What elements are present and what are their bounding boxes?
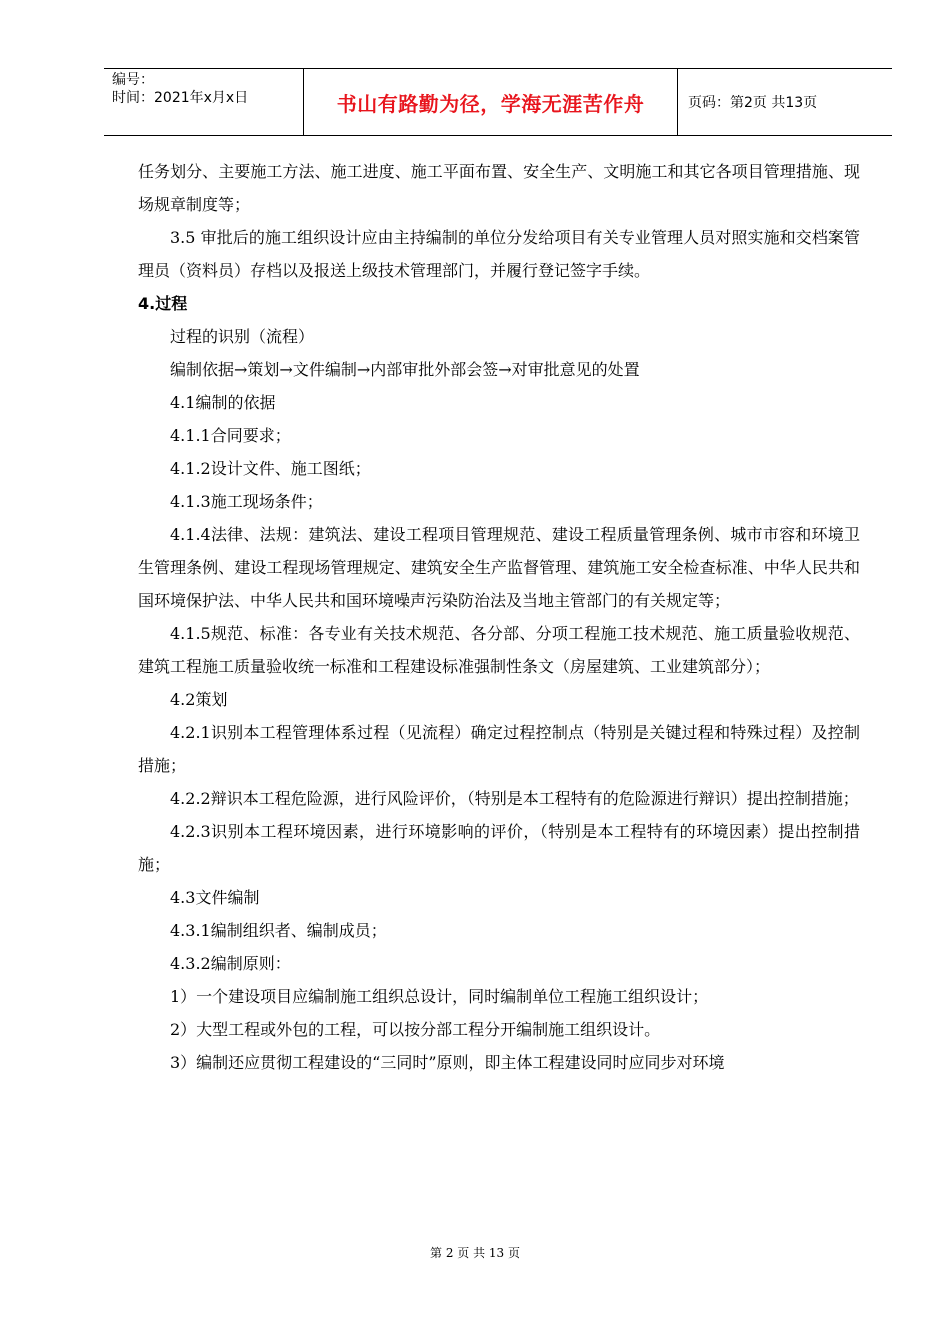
paragraph: 4.3.1编制组织者、编制成员； <box>170 921 387 940</box>
paragraph: 4.1编制的依据 <box>170 393 276 412</box>
document-header <box>104 68 892 136</box>
header-meta <box>104 69 304 135</box>
paragraph: 2）大型工程或外包的工程，可以按分部工程分开编制施工组织设计。 <box>170 1020 661 1039</box>
page-footer: 第 2 页 共 13 页 <box>430 1246 520 1260</box>
paragraph: 4.1.5规范、标准：各专业有关技术规范、各分部、分项工程施工技术规范、施工质量验收规范、建筑工程施工质量验收统一标准和工程建设标准强制性条文（房屋建筑、工业建筑部分）； <box>138 624 860 676</box>
paragraph: 4.1.4法律、法规：建筑法、建设工程项目管理规范、建设工程质量管理条例、城市市容和环境卫生管理条例、建设工程现场管理规定、建筑安全生产监督管理、建筑施工安全检查标准、中华人民共和国环境保护法、中华人民共和国环境噪声污染防治法及当地主管部门的有关规定等； <box>138 525 860 610</box>
paragraph: 3）编制还应贯彻工程建设的“三同时”原则，即主体工程建设同时应同步对环境 <box>170 1053 725 1072</box>
header-page-info: 页码：第2页 共13页 <box>688 95 818 111</box>
number-label: 编号： <box>112 72 154 88</box>
paragraph: 4.1.2设计文件、施工图纸； <box>170 459 371 478</box>
time-label: 时间：2021年x月x日 <box>112 90 249 106</box>
paragraph: 4.2.2辩识本工程危险源，进行风险评价，（特别是本工程特有的危险源进行辩识）提出控制措施； <box>170 789 859 808</box>
paragraph: 4.3文件编制 <box>170 888 260 907</box>
paragraph: 4.1.1合同要求； <box>170 426 291 445</box>
section-heading: 4.过程 <box>138 294 188 313</box>
paragraph: 编制依据→策划→文件编制→内部审批外部会签→对审批意见的处置 <box>170 360 640 379</box>
paragraph: 4.2策划 <box>170 690 228 709</box>
paragraph: 1）一个建设项目应编制施工组织总设计，同时编制单位工程施工组织设计； <box>170 987 709 1006</box>
paragraph: 过程的识别（流程） <box>170 327 315 346</box>
document-body <box>138 155 860 1079</box>
paragraph: 任务划分、主要施工方法、施工进度、施工平面布置、安全生产、文明施工和其它各项目管理措施、现场规章制度等； <box>138 162 860 214</box>
paragraph: 3.5 审批后的施工组织设计应由主持编制的单位分发给项目有关专业管理人员对照实施和交档案管理员（资料员）存档以及报送上级技术管理部门，并履行登记签字手续。 <box>138 228 860 280</box>
header-motto: 书山有路勤为径，学海无涯苦作舟 <box>304 69 678 135</box>
paragraph: 4.2.1识别本工程管理体系过程（见流程）确定过程控制点（特别是关键过程和特殊过程）及控制措施； <box>138 723 860 775</box>
paragraph: 4.1.3施工现场条件； <box>170 492 323 511</box>
paragraph: 4.3.2编制原则： <box>170 954 291 973</box>
paragraph: 4.2.3识别本工程环境因素，进行环境影响的评价，（特别是本工程特有的环境因素）提出控制措施； <box>138 822 860 874</box>
